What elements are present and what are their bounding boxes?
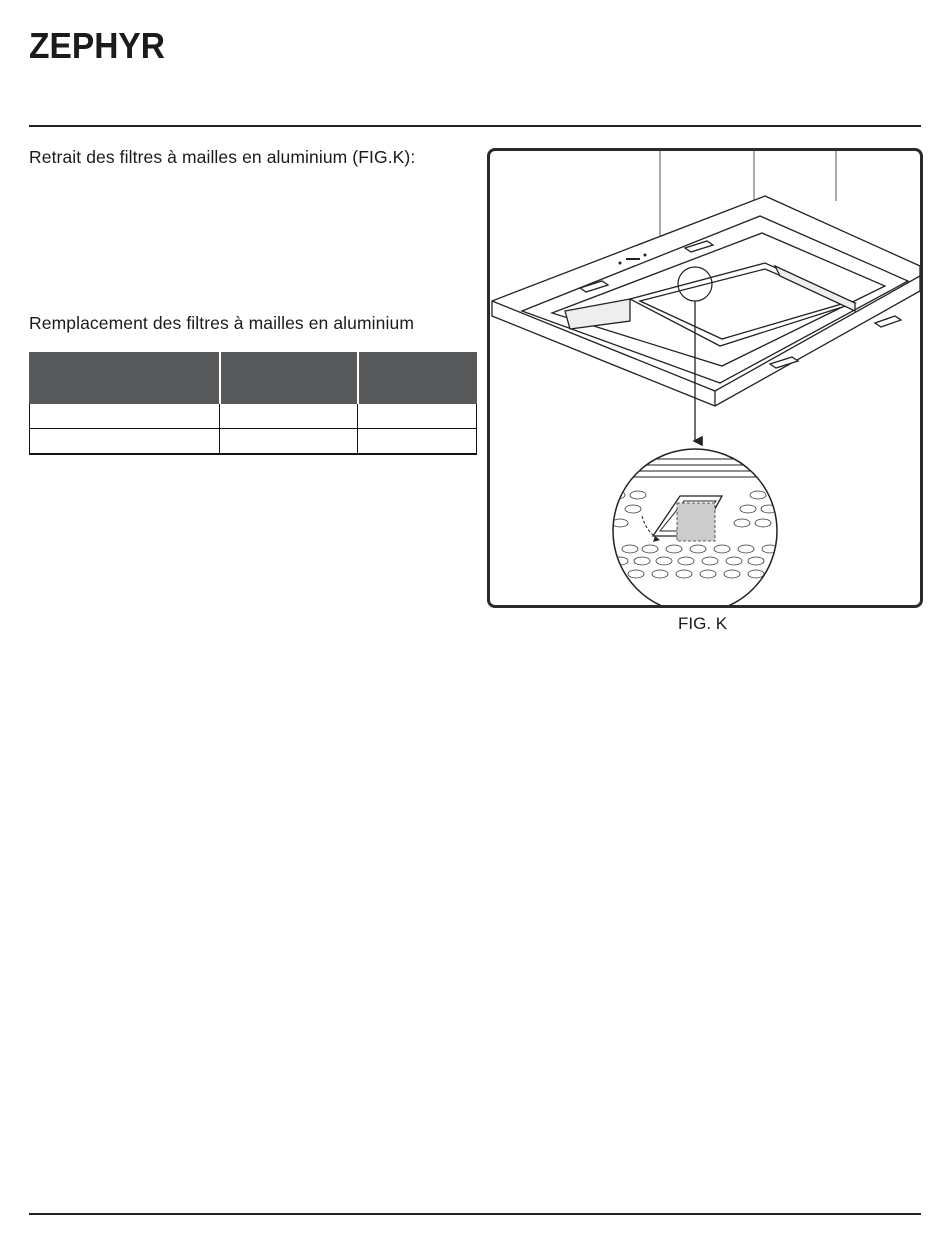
table-cell xyxy=(30,429,220,455)
table-header-cell xyxy=(30,353,220,404)
header-divider xyxy=(29,125,921,127)
table-cell xyxy=(30,404,220,429)
filter-latch xyxy=(653,496,722,541)
removal-heading: Retrait des filtres à mailles en aluminium (FIG.K): xyxy=(29,147,416,167)
zephyr-logo-icon xyxy=(29,27,169,61)
footer-divider xyxy=(29,1213,921,1215)
table-row xyxy=(30,429,477,455)
table-cell xyxy=(220,404,358,429)
range-hood-drawing xyxy=(490,151,920,605)
table-header-row xyxy=(30,353,477,404)
table-header-cell xyxy=(358,353,477,404)
table-row xyxy=(30,404,477,429)
brand-logo xyxy=(29,27,169,66)
figure-k-illustration xyxy=(487,148,923,608)
brand-wordmark: ZEPHYR xyxy=(29,27,165,61)
replacement-heading: Remplacement des filtres à mailles en aluminium xyxy=(29,313,414,333)
table-header-cell xyxy=(220,353,358,404)
figure-caption: FIG. K xyxy=(678,614,728,633)
zoomed-detail xyxy=(590,459,790,578)
table-cell xyxy=(358,429,477,455)
filter-spec-table xyxy=(29,352,477,455)
table-cell xyxy=(220,429,358,455)
table-cell xyxy=(358,404,477,429)
hood-body xyxy=(492,196,920,406)
